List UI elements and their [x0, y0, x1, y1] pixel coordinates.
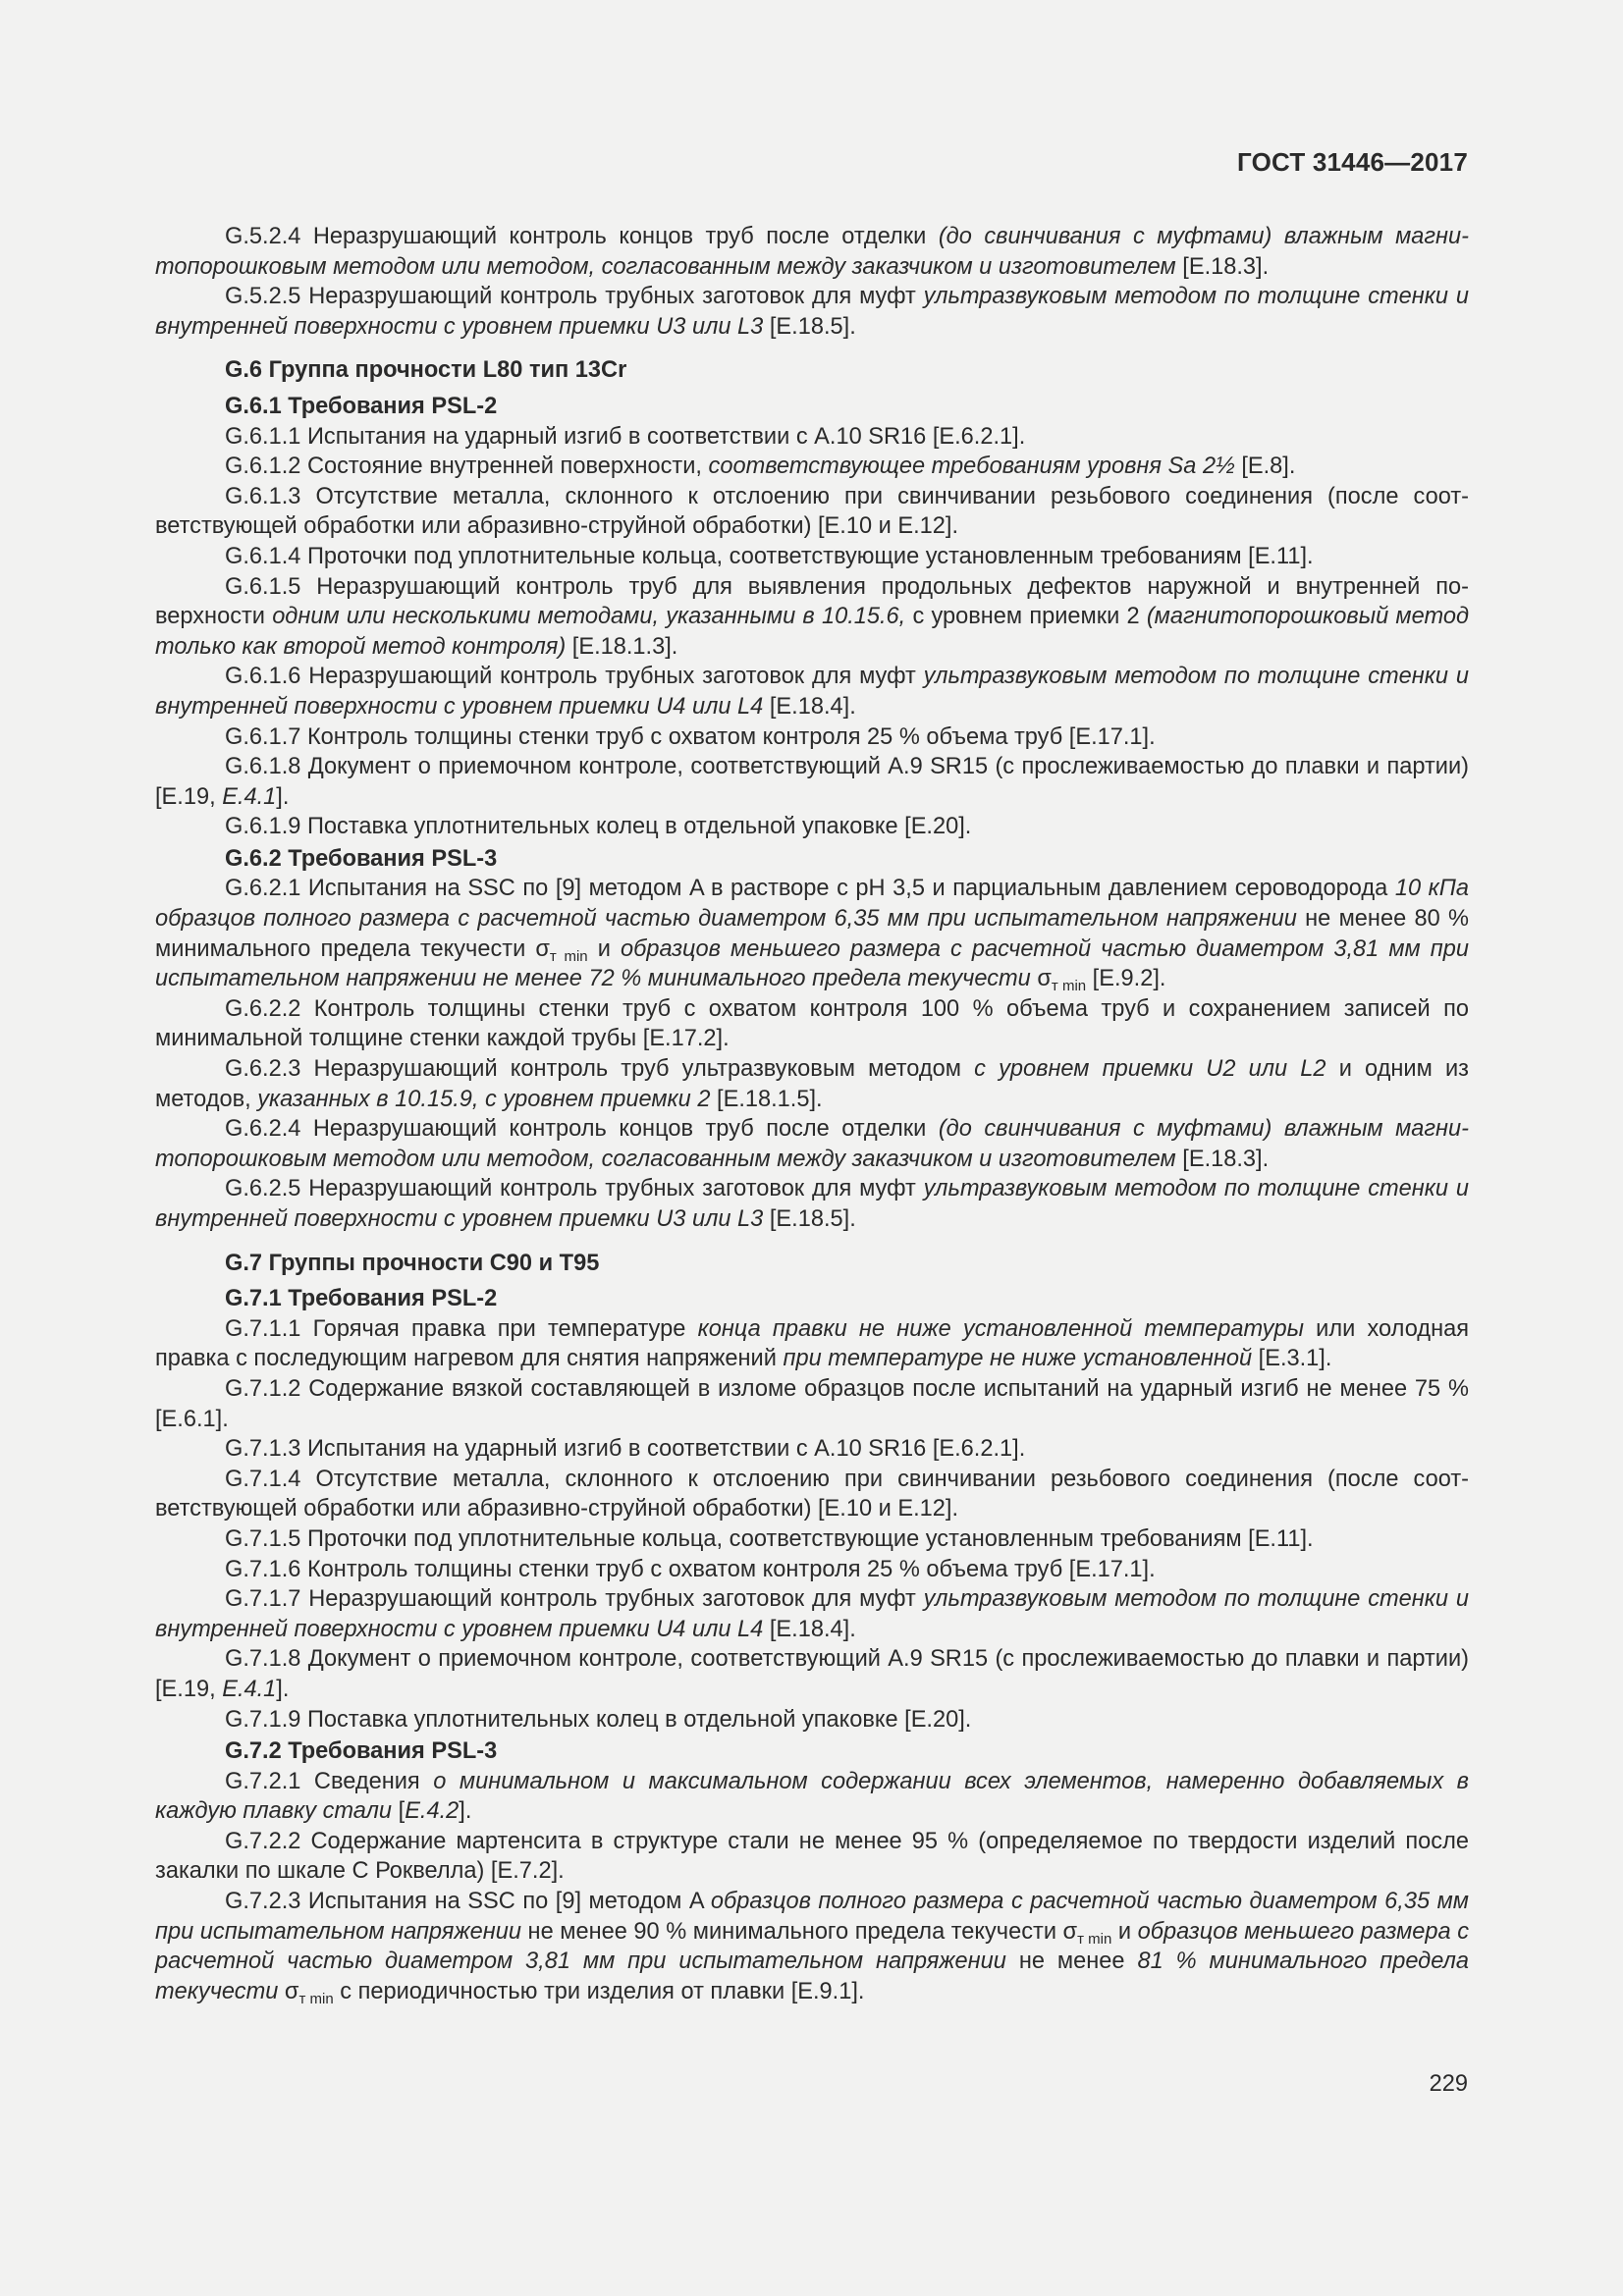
clause-g-6-1-3: G.6.1.3 Отсутствие металла, склонного к отслоению при свинчивании резьбового соединения (после соответствующей обработки или абразивно-струйной обработки) [E.10 и E.12]. — [155, 483, 1469, 540]
page-number: 229 — [1429, 2071, 1468, 2097]
clause-g-6-1-1: G.6.1.1 Испытания на ударный изгиб в соответствии с A.10 SR16 [E.6.2.1]. — [225, 423, 1026, 450]
clause-g-6-2-3: G.6.2.3 Неразрушающий контроль труб ультразвуковым методом с уровнем приемки U2 или L2 и одним из методов, указанных в 10.15.9, с уровнем приемки 2 [E.18.1.5]. — [155, 1056, 1469, 1112]
clause-g-6-1-4: G.6.1.4 Проточки под уплотнительные кольца, соответствующие установленным требованиям [E.11]. — [225, 543, 1314, 569]
clause-g-6-1-6: G.6.1.6 Неразрушающий контроль трубных заготовок для муфт ультразвуковым методом по толщине стенки и внутренней поверхности с уровнем приемки U4 или L4 [E.18.4]. — [155, 664, 1469, 720]
clause-g-6-1-8: G.6.1.8 Документ о приемочном контроле, соответствующий A.9 SR15 (с прослеживаемостью до плавки и партии) [E.19, E.4.1]. — [155, 754, 1469, 810]
subsection-heading-g-7-1: G.7.1 Требования PSL-2 — [225, 1286, 498, 1312]
clause-g-7-1-2: G.7.1.2 Содержание вязкой составляющей в изломе образцов после испытаний на ударный изгиб не менее 75 % [E.6.1]. — [155, 1375, 1469, 1432]
section-heading-g-6: G.6 Группа прочности L80 тип 13Cr — [225, 357, 627, 384]
subsection-heading-g-7-2: G.7.2 Требования PSL-3 — [225, 1738, 498, 1765]
clause-g-5-2-5: G.5.2.5 Неразрушающий контроль трубных заготовок для муфт ультразвуковым методом по толщине стенки и внутренней поверхности с уровнем приемки U3 или L3 [E.18.5]. — [155, 284, 1469, 340]
document-header: ГОСТ 31446—2017 — [1237, 147, 1468, 177]
clause-g-7-1-1: G.7.1.1 Горячая правка при температуре конца правки не ниже установленной температуры или холодная правка с последующим нагревом для снятия напряжений при температуре не ниже установленной [E.3.1]. — [155, 1315, 1469, 1372]
clause-g-7-2-2: G.7.2.2 Содержание мартенсита в структуре стали не менее 95 % (определяемое по твердости изделий после закалки по шкале C Роквелла) [E.7.2]. — [155, 1828, 1469, 1885]
section-heading-g-7: G.7 Группы прочности C90 и T95 — [225, 1250, 600, 1276]
clause-g-7-1-6: G.7.1.6 Контроль толщины стенки труб с охватом контроля 25 % объема труб [E.17.1]. — [225, 1556, 1156, 1582]
clause-g-7-1-7: G.7.1.7 Неразрушающий контроль трубных заготовок для муфт ультразвуковым методом по толщине стенки и внутренней поверхности с уровнем приемки U4 или L4 [E.18.4]. — [155, 1586, 1469, 1642]
document-body — [155, 222, 1469, 2006]
clause-g-7-1-8: G.7.1.8 Документ о приемочном контроле, соответствующий A.9 SR15 (с прослеживаемостью до плавки и партии) [E.19, E.4.1]. — [155, 1646, 1469, 1702]
clause-g-6-2-1: G.6.2.1 Испытания на SSC по [9] методом A в растворе с pH 3,5 и парциальным давлением сероводорода 10 кПа образцов полного размера с расчетной частью диаметром 6,35 мм при испытательном напряжении не менее 80 % минимального предела текучести $\sigma_{т min}$ и образцов меньшего размера с расчетной частью диаметром 3,81 мм при испытательном напряжении не менее 72 % минимального предела текучести $\sigma_{т min}$ [E.9.2]. — [155, 876, 1470, 995]
clause-g-7-1-4: G.7.1.4 Отсутствие металла, склонного к отслоению при свинчивании резьбового соединения (после соответствующей обработки или абразивно-струйной обработки) [E.10 и E.12]. — [155, 1466, 1469, 1522]
clause-g-7-2-3: G.7.2.3 Испытания на SSC по [9] методом A образцов полного размера с расчетной частью диаметром 6,35 мм при испытательном напряжении не менее 90 % минимального предела текучести $\sigma_{т min}$ и образцов меньшего размера с расчетной частью диаметром 3,81 мм при испытательном напряжении не менее 81 % минимального предела текучести $\sigma_{т min}$ с периодичностью три изделия от плавки [E.9.1]. — [155, 1889, 1469, 2007]
clause-g-6-1-9: G.6.1.9 Поставка уплотнительных колец в отдельной упаковке [E.20]. — [225, 814, 972, 840]
clause-g-6-2-2: G.6.2.2 Контроль толщины стенки труб с охватом контроля 100 % объема труб и сохранением записей по минимальной толщине стенки каждой трубы [E.17.2]. — [155, 995, 1469, 1052]
clause-g-6-1-2: G.6.1.2 Состояние внутренней поверхности, соответствующее требованиям уровня Sa 2½ [E.8]. — [225, 454, 1296, 480]
subsection-heading-g-6-1: G.6.1 Требования PSL-2 — [225, 393, 498, 419]
clause-g-7-1-5: G.7.1.5 Проточки под уплотнительные кольца, соответствующие установленным требованиям [E.11]. — [225, 1525, 1314, 1552]
clause-g-7-1-9: G.7.1.9 Поставка уплотнительных колец в отдельной упаковке [E.20]. — [225, 1706, 972, 1733]
clause-g-5-2-4: G.5.2.4 Неразрушающий контроль концов труб после отделки (до свинчивания с муфтами) влажным магнитопорошковым методом или методом, согласованным между заказчиком и изготовителем [E.18.3]. — [155, 224, 1469, 280]
clause-g-7-1-3: G.7.1.3 Испытания на ударный изгиб в соответствии с A.10 SR16 [E.6.2.1]. — [225, 1436, 1026, 1463]
clause-g-6-2-4: G.6.2.4 Неразрушающий контроль концов труб после отделки (до свинчивания с муфтами) влажным магнитопорошковым методом или методом, согласованным между заказчиком и изготовителем [E.18.3]. — [155, 1116, 1469, 1172]
clause-g-7-2-1: G.7.2.1 Сведения о минимальном и максимальном содержании всех элементов, намеренно добавляемых в каждую плавку стали [E.4.2]. — [155, 1768, 1469, 1825]
clause-g-6-1-7: G.6.1.7 Контроль толщины стенки труб с охватом контроля 25 % объема труб [E.17.1]. — [225, 723, 1156, 750]
subsection-heading-g-6-2: G.6.2 Требования PSL-3 — [225, 845, 498, 872]
clause-g-6-1-5: G.6.1.5 Неразрушающий контроль труб для выявления продольных дефектов наружной и внутренней поверхности одним или несколькими методами, указанными в 10.15.6, с уровнем приемки 2 (магнитопорошковый метод только как второй метод контроля) [E.18.1.3]. — [155, 573, 1470, 660]
clause-g-6-2-5: G.6.2.5 Неразрушающий контроль трубных заготовок для муфт ультразвуковым методом по толщине стенки и внутренней поверхности с уровнем приемки U3 или L3 [E.18.5]. — [155, 1176, 1469, 1232]
